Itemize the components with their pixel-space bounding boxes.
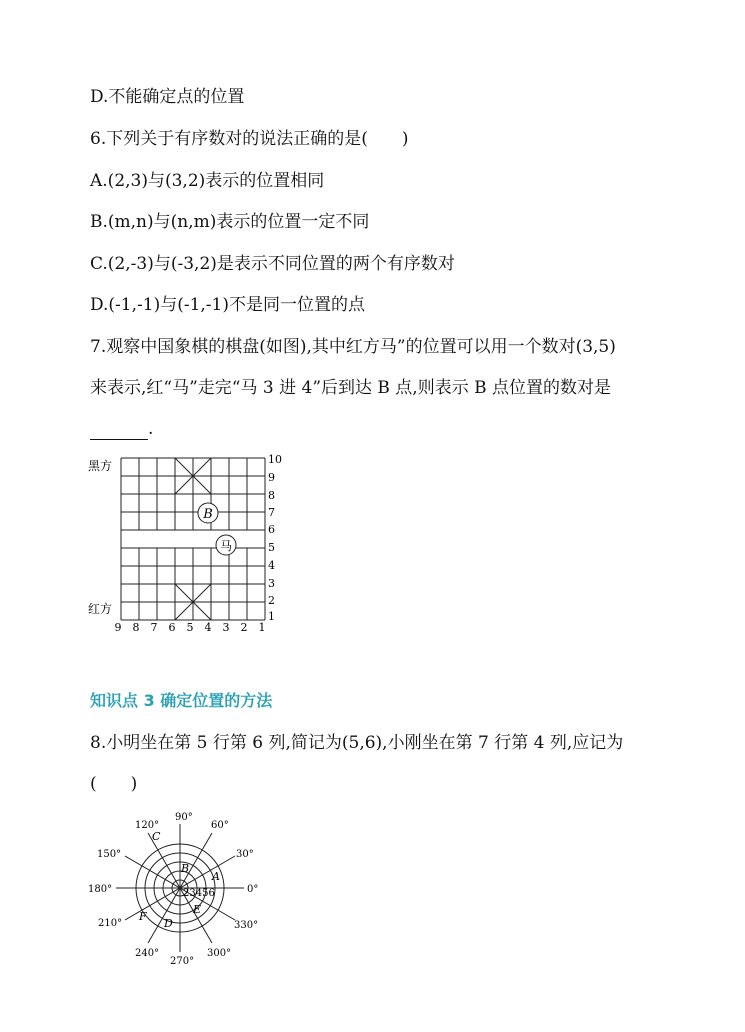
q8-answer-paren: ( ) — [90, 774, 138, 794]
col-label: 5 — [186, 621, 194, 633]
point-f-label: F — [139, 910, 147, 923]
col-label: 4 — [204, 621, 212, 633]
black-side-label: 黑方 — [88, 459, 113, 473]
chess-grid — [121, 458, 265, 620]
angle-label: 330° — [234, 920, 259, 931]
angle-label: 90° — [175, 812, 193, 823]
q6-option-c: C.(2,-3)与(-3,2)是表示不同位置的两个有序数对 — [90, 254, 455, 274]
q7-stem-line2: 来表示,红“马”走完“马 3 进 4”后到达 B 点,则表示 B 点位置的数对是 — [90, 378, 612, 398]
q6-option-d: D.(-1,-1)与(-1,-1)不是同一位置的点 — [90, 295, 366, 315]
section-heading-3: 知识点 3 确定位置的方法 — [90, 691, 273, 710]
red-side-label: 红方 — [88, 602, 113, 616]
q8-stem: 8.小明坐在第 5 行第 6 列,简记为(5,6),小刚坐在第 7 行第 4 列,应记为 — [90, 733, 624, 753]
angle-label: 60° — [211, 820, 229, 831]
row-label: 7 — [268, 506, 275, 519]
angle-label: 150° — [97, 849, 122, 860]
polar-angle-labels — [88, 812, 258, 966]
column-number-labels — [115, 621, 266, 633]
q6-option-a: A.(2,3)与(3,2)表示的位置相同 — [90, 171, 325, 191]
row-label: 1 — [268, 610, 275, 623]
angle-label: 210° — [98, 918, 123, 929]
point-b-label: B — [181, 862, 190, 875]
angle-label: 270° — [170, 956, 195, 966]
angle-label: 0° — [247, 884, 259, 895]
row-label: 8 — [268, 489, 275, 502]
col-label: 1 — [258, 621, 266, 633]
chess-board-figure — [88, 453, 288, 633]
red-horse-piece — [216, 535, 236, 555]
polar-rays — [116, 824, 244, 952]
horse-label: 马 — [219, 539, 233, 553]
point-a-label: A — [212, 870, 220, 883]
blank-period: . — [148, 419, 154, 439]
angle-label: 300° — [207, 948, 232, 959]
col-label: 7 — [150, 621, 158, 633]
row-label: 10 — [268, 453, 282, 466]
col-label: 8 — [132, 621, 140, 633]
angle-label: 120° — [135, 820, 160, 831]
point-b-label: B — [203, 507, 213, 522]
row-number-labels — [268, 453, 282, 623]
point-d-label: D — [164, 917, 173, 930]
angle-label: 180° — [88, 884, 113, 895]
q7-stem-line1: 7.观察中国象棋的棋盘(如图),其中红方马”的位置可以用一个数对(3,5) — [90, 337, 616, 357]
angle-label: 240° — [135, 948, 160, 959]
angle-label: 30° — [236, 849, 254, 860]
row-label: 5 — [268, 541, 275, 554]
ring-number-labels: 23456 — [183, 888, 215, 899]
col-label: 2 — [240, 621, 248, 633]
col-label: 3 — [222, 621, 230, 633]
col-label: 6 — [168, 621, 176, 633]
row-label: 9 — [268, 471, 275, 484]
point-b-marker — [198, 503, 218, 523]
row-label: 3 — [268, 577, 275, 590]
q6-option-b: B.(m,n)与(n,m)表示的位置一定不同 — [90, 212, 370, 232]
q5-option-d: D.不能确定点的位置 — [90, 87, 245, 107]
answer-blank — [90, 423, 148, 440]
col-label: 9 — [114, 621, 122, 633]
polar-figure — [85, 806, 275, 966]
q6-stem: 6.下列关于有序数对的说法正确的是( ) — [90, 129, 409, 149]
row-label: 2 — [268, 594, 275, 607]
row-label: 6 — [268, 523, 275, 536]
point-c-label: C — [152, 830, 161, 843]
q7-answer-blank — [90, 418, 153, 440]
row-label: 4 — [268, 559, 275, 572]
point-e-label: E — [193, 903, 202, 916]
